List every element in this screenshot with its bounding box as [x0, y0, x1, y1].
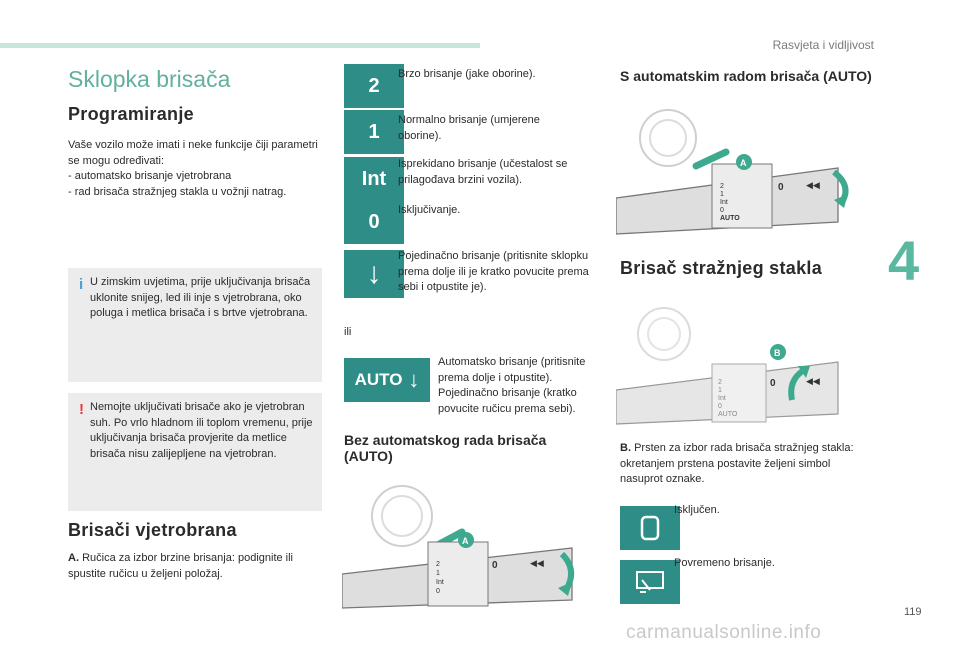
stalk-label: 1 — [718, 387, 722, 394]
mode-2-text: Brzo brisanje (jake oborine). — [398, 68, 536, 80]
stalk-label: Int — [718, 395, 726, 402]
b-desc: Prsten za izbor rada brisača stražnjeg stakla: okretanjem prstena postavite željeni simbol nasuprot oznake. — [620, 442, 854, 485]
warning-box — [68, 393, 322, 511]
auto-icon-label: AUTO — [354, 370, 403, 389]
rewind-icon: ◀◀ — [806, 180, 820, 190]
ring-zero-label: 0 — [778, 182, 784, 193]
watermark: carmanualsonline.info — [626, 622, 822, 643]
auto-text: Automatsko brisanje (pritisnite prema dolje i otpustite). Pojedinačno brisanje (kratko povucite ručicu prema sebi). — [438, 356, 586, 415]
mode-0-icon: 0 — [344, 200, 404, 244]
mode-int-text: Isprekidano brisanje (učestalost se prilagođava brzini vozila). — [398, 158, 568, 186]
auto-icon — [344, 358, 430, 402]
stalk-diagram-manual — [342, 478, 592, 618]
ring-zero-label: 0 — [770, 378, 776, 389]
rewind-icon: ◀◀ — [806, 376, 820, 386]
mode-1-icon: 1 — [344, 110, 404, 154]
list-item: - automatsko brisanje vjetrobrana — [68, 170, 232, 182]
down-arrow-icon: ↓ — [408, 367, 420, 392]
mode-single-text: Pojedinačno brisanje (pritisnite sklopku prema dolje ili je kratko povucite prema sebi i otpustite je). — [398, 250, 589, 293]
callout-b-label: B — [774, 348, 781, 358]
programiranje-text — [68, 138, 328, 200]
stalk-label: 2 — [720, 183, 724, 190]
stalk-label: 0 — [436, 588, 440, 595]
vjetrobrana-desc: Ručica za izbor brzine brisanja: podignite ili spustite ručicu u željeni položaj. — [68, 552, 294, 580]
stalk-label: 0 — [718, 403, 722, 410]
stalk-diagram-auto — [616, 102, 866, 240]
heading-sa-auto: S automatskim radom brisača (AUTO) — [620, 68, 872, 84]
stalk-diagram-rear — [616, 300, 866, 428]
section-title: Rasvjeta i vidljivost — [772, 38, 874, 52]
callout-a-label: A — [462, 536, 469, 546]
mode-0-text: Isključivanje. — [398, 204, 461, 216]
stalk-label: AUTO — [720, 215, 740, 222]
stalk-label: 1 — [720, 191, 724, 198]
label-a: A. — [68, 552, 79, 564]
or-text: ili — [344, 326, 352, 338]
stalk-label: Int — [720, 199, 728, 206]
warning-text: Nemojte uključivati brisače ako je vjetrobran suh. Po vrlo hladnom ili toplom vremenu, prije uključivanja brisača provjerite da metlice brisača nisu zalijepljene na vjetrobran. — [90, 401, 313, 460]
heading-brisaci-vjetrobrana: Brisači vjetrobrana — [68, 520, 237, 540]
b-text — [620, 441, 860, 488]
mode-int-icon: Int — [344, 157, 404, 201]
stalk-label: 2 — [436, 561, 440, 568]
programiranje-intro: Vaše vozilo može imati i neke funkcije čiji parametri se mogu određivati: — [68, 139, 318, 167]
heading-bez-auto: Bez automatskog rada brisača (AUTO) — [344, 432, 547, 464]
rewind-icon: ◀◀ — [530, 558, 544, 568]
heading-brisac-straznjeg: Brisač stražnjeg stakla — [620, 258, 822, 278]
single-wipe-arrow-icon: ↓ — [344, 250, 404, 298]
stalk-label: 0 — [720, 207, 724, 214]
mode-1-text: Normalno brisanje (umjerene oborine). — [398, 114, 540, 142]
ring-zero-label: 0 — [492, 560, 498, 571]
info-box — [68, 268, 322, 382]
page-title: Sklopka brisača — [68, 66, 231, 92]
callout-a-label: A — [740, 158, 747, 168]
vjetrobrana-text — [68, 551, 330, 582]
warning-icon: ! — [79, 401, 84, 418]
rear-off-text: Isključen. — [674, 504, 720, 516]
info-text: U zimskim uvjetima, prije uključivanja brisača uklonite snijeg, led ili inje s vjetrobrana, oko poluga i metlica brisača i s brtve vjetrobrana. — [90, 276, 311, 319]
stalk-label: Int — [436, 579, 444, 586]
stalk-label: 1 — [436, 570, 440, 577]
heading-programiranje: Programiranje — [68, 104, 194, 124]
info-icon: i — [79, 276, 84, 293]
page-number: 119 — [904, 606, 922, 618]
chapter-number: 4 — [888, 229, 920, 292]
stalk-label: 2 — [718, 379, 722, 386]
mode-2-icon: 2 — [344, 64, 404, 108]
rear-intermittent-icon — [620, 560, 680, 604]
list-item: - rad brisača stražnjeg stakla u vožnji natrag. — [68, 185, 287, 198]
rear-intermittent-text: Povremeno brisanje. — [674, 557, 775, 569]
stalk-label: AUTO — [718, 411, 738, 418]
header-bar — [0, 43, 480, 48]
rear-off-icon — [620, 506, 680, 550]
label-b: B. — [620, 442, 631, 454]
